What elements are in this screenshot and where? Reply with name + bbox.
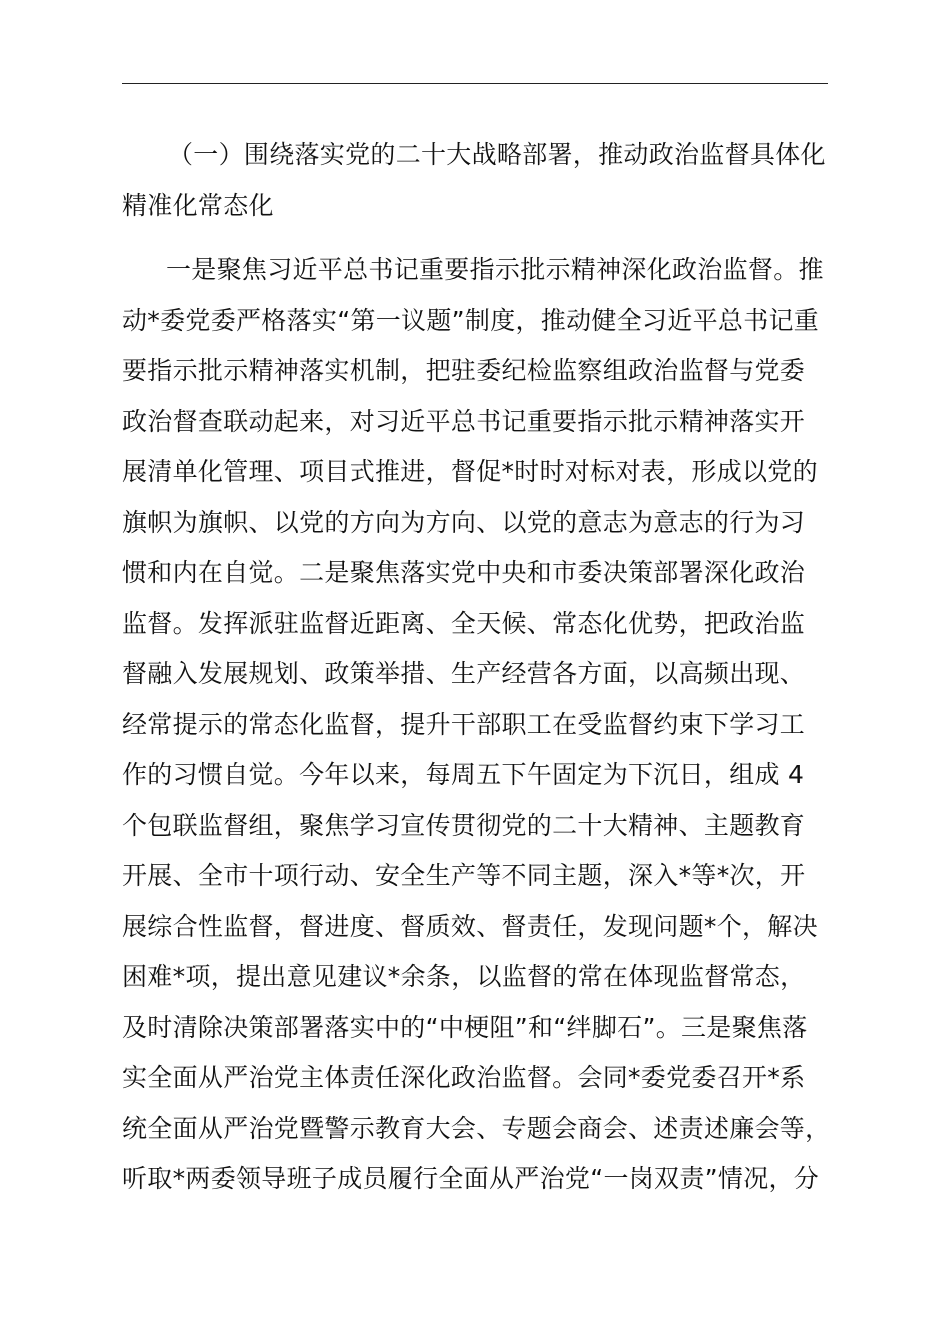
paragraph-line: 统全面从严治党暨警示教育大会、专题会商会、述责述廉会等， [122, 1113, 831, 1143]
paragraph-line: 监督。发挥派驻监督近距离、全天候、常态化优势，把政治监 [122, 608, 806, 638]
paragraph-line: 要指示批示精神落实机制，把驻委纪检监察组政治监督与党委 [122, 356, 806, 385]
header-rule [122, 83, 828, 84]
paragraph-line: 惯和内在自觉。二是聚焦落实党中央和市委决策部署深化政治 [122, 558, 806, 587]
paragraph-gap [122, 231, 832, 245]
paragraph-line: 旗帜为旗帜、以党的方向为方向、以党的意志为意志的行为习 [122, 507, 806, 537]
heading-line: 精准化常态化 [122, 190, 274, 220]
heading-line: （一）围绕落实党的二十大战略部署，推动政治监督具体化 [168, 140, 826, 169]
paragraph-line: 经常提示的常态化监督，提升干部职工在受监督约束下学习工 [122, 709, 806, 739]
paragraph-line: 实全面从严治党主体责任深化政治监督。会同*委党委召开*系 [122, 1063, 806, 1092]
paragraph-line: 展综合性监督，督进度、督质效、督责任，发现问题*个，解决 [122, 911, 818, 941]
paragraph-line: 开展、全市十项行动、安全生产等不同主题，深入*等*次，开 [122, 861, 806, 890]
paragraph-line: 督融入发展规划、政策举措、生产经营各方面，以高频出现、 [122, 659, 806, 688]
paragraph-line: 动*委党委严格落实“第一议题”制度，推动健全习近平总书记重 [122, 305, 820, 335]
paragraph-line: 个包联监督组，聚焦学习宣传贯彻党的二十大精神、主题教育 [122, 810, 806, 840]
paragraph-line: 一是聚焦习近平总书记重要指示批示精神深化政治监督。推 [166, 255, 824, 284]
body-text [122, 130, 832, 1205]
paragraph-line: 及时清除决策部署落实中的“中梗阻”和“绊脚石”。三是聚焦落 [122, 1012, 808, 1042]
paragraph-line: 困难*项，提出意见建议*余条，以监督的常在体现监督常态， [122, 962, 806, 991]
paragraph-line: 政治督查联动起来，对习近平总书记重要指示批示精神落实开 [122, 406, 806, 436]
paragraph-line: 听取*两委领导班子成员履行全面从严治党“一岗双责”情况，分 [122, 1164, 820, 1193]
paragraph-line: 作的习惯自觉。今年以来，每周五下午固定为下沉日，组成 4 [122, 760, 805, 789]
paragraph-line: 展清单化管理、项目式推进，督促*时时对标对表，形成以党的 [122, 457, 818, 486]
